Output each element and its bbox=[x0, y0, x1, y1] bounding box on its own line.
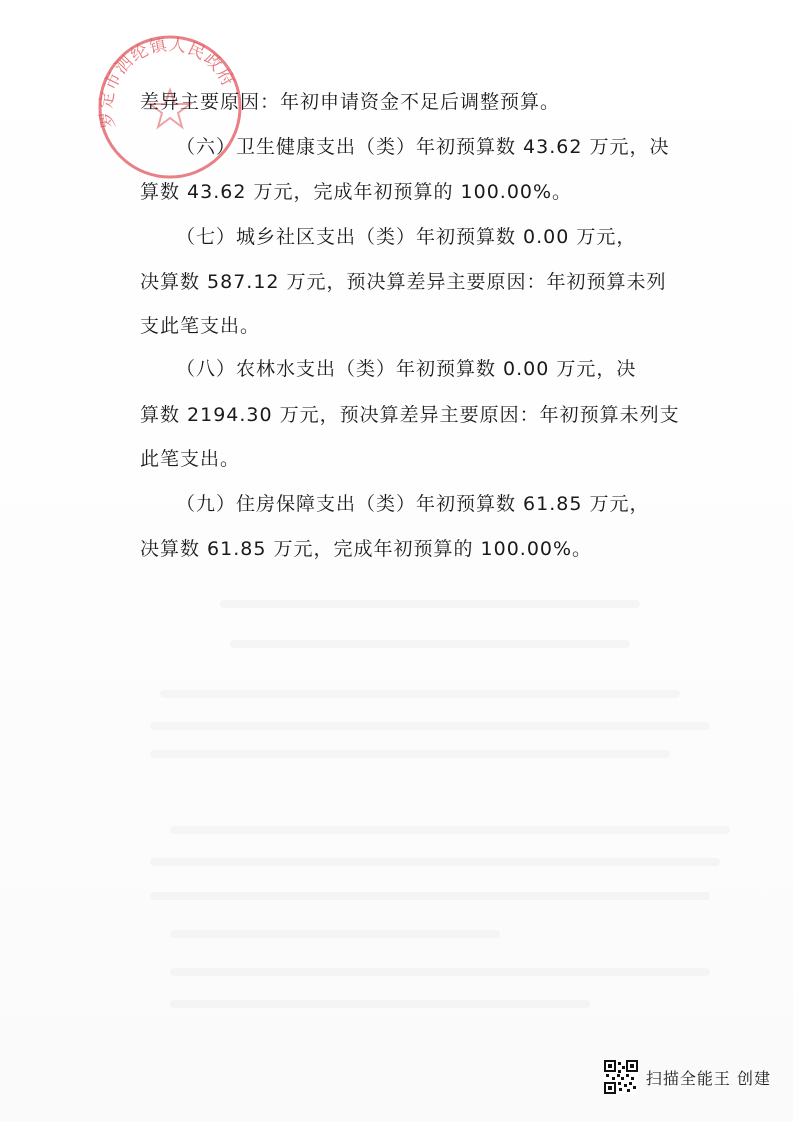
bleed-through-mark bbox=[150, 722, 710, 730]
text-line: 支此笔支出。 bbox=[140, 315, 261, 337]
text-line: 算数 43.62 万元，完成年初预算的 100.00%。 bbox=[140, 181, 573, 203]
seal-text: 罗定市泗纶镇人民政府 bbox=[96, 35, 239, 130]
bleed-through-mark bbox=[170, 930, 500, 938]
bleed-through-mark bbox=[230, 640, 630, 648]
text-line: 算数 2194.30 万元，预决算差异主要原因：年初预算未列支 bbox=[140, 404, 680, 426]
text-line: 决算数 61.85 万元，完成年初预算的 100.00%。 bbox=[140, 538, 593, 560]
bleed-through-mark bbox=[170, 826, 730, 834]
bleed-through-mark bbox=[170, 1000, 590, 1008]
text-line: 决算数 587.12 万元，预决算差异主要原因：年初预算未列 bbox=[140, 271, 667, 293]
text-line: （六）卫生健康支出（类）年初预算数 43.62 万元，决 bbox=[176, 136, 670, 158]
text-line: 差异主要原因：年初申请资金不足后调整预算。 bbox=[140, 91, 561, 113]
svg-text:罗定市泗纶镇人民政府 bbox=[96, 35, 238, 130]
qr-code-icon bbox=[604, 1060, 638, 1094]
text-line: （七）城乡社区支出（类）年初预算数 0.00 万元， bbox=[176, 226, 637, 248]
text-line: （九）住房保障支出（类）年初预算数 61.85 万元， bbox=[176, 493, 650, 515]
bleed-through-mark bbox=[150, 858, 720, 866]
scanner-watermark bbox=[604, 1060, 771, 1094]
text-line: （八）农林水支出（类）年初预算数 0.00 万元，决 bbox=[176, 358, 637, 380]
bleed-through-mark bbox=[170, 968, 710, 976]
bleed-through-mark bbox=[220, 600, 640, 608]
watermark-text: 扫描全能王 创建 bbox=[645, 1068, 771, 1088]
bleed-through-mark bbox=[150, 892, 710, 900]
bleed-through-mark bbox=[160, 690, 680, 698]
text-line: 此笔支出。 bbox=[140, 448, 241, 470]
bleed-through-mark bbox=[150, 750, 670, 758]
